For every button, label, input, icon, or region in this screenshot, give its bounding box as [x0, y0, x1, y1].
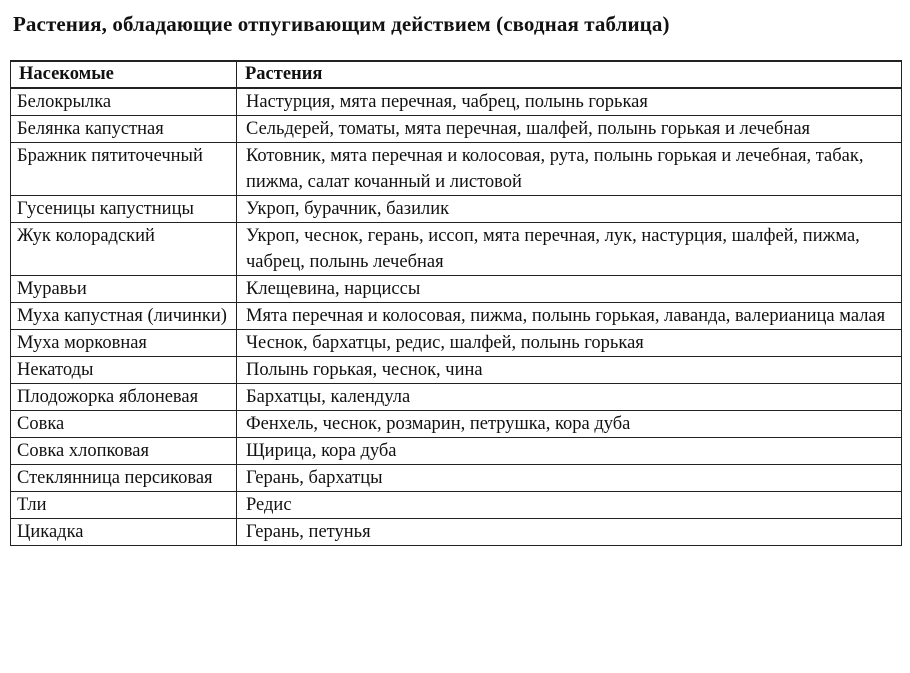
table-row [11, 143, 902, 196]
plants-cell: Настурция, мята перечная, чабрец, полынь горькая [237, 88, 902, 116]
plants-cell: Герань, петунья [237, 519, 902, 546]
insect-cell: Совка хлопковая [11, 438, 237, 465]
plants-cell: Котовник, мята перечная и колосовая, рута, полынь горькая и лечебная, табак, пижма, салат кочанный и листовой [237, 143, 902, 196]
repellent-plants-table [10, 60, 902, 546]
table-row [11, 384, 902, 411]
header-insects: Насекомые [11, 61, 237, 88]
insect-cell: Гусеницы капустницы [11, 196, 237, 223]
table-row [11, 465, 902, 492]
insect-cell: Жук колорадский [11, 223, 237, 276]
insect-cell: Стеклянница персиковая [11, 465, 237, 492]
insect-cell: Бражник пятиточечный [11, 143, 237, 196]
plants-cell: Фенхель, чеснок, розмарин, петрушка, кора дуба [237, 411, 902, 438]
table-row [11, 303, 902, 330]
table-row [11, 276, 902, 303]
plants-cell: Укроп, бурачник, базилик [237, 196, 902, 223]
plants-cell: Герань, бархатцы [237, 465, 902, 492]
plants-cell: Редис [237, 492, 902, 519]
table-row [11, 519, 902, 546]
table-row [11, 411, 902, 438]
insect-cell: Муха капустная (личинки) [11, 303, 237, 330]
page-title: Растения, обладающие отпугивающим действием (сводная таблица) [13, 12, 670, 36]
insect-cell: Белянка капустная [11, 116, 237, 143]
table-row [11, 357, 902, 384]
table-row [11, 116, 902, 143]
insect-cell: Цикадка [11, 519, 237, 546]
table-row [11, 438, 902, 465]
insect-cell: Тли [11, 492, 237, 519]
plants-cell: Укроп, чеснок, герань, иссоп, мята перечная, лук, настурция, шалфей, пижма, чабрец, полынь лечебная [237, 223, 902, 276]
plants-cell: Мята перечная и колосовая, пижма, полынь горькая, лаванда, валерианица малая [237, 303, 902, 330]
insect-cell: Плодожорка яблоневая [11, 384, 237, 411]
table-row [11, 88, 902, 116]
plants-cell: Чеснок, бархатцы, редис, шалфей, полынь горькая [237, 330, 902, 357]
insect-cell: Совка [11, 411, 237, 438]
plants-cell: Щирица, кора дуба [237, 438, 902, 465]
table-row [11, 492, 902, 519]
table-row [11, 196, 902, 223]
insect-cell: Белокрылка [11, 88, 237, 116]
plants-cell: Полынь горькая, чеснок, чина [237, 357, 902, 384]
insect-cell: Муха морковная [11, 330, 237, 357]
plants-cell: Клещевина, нарциссы [237, 276, 902, 303]
insect-cell: Муравьи [11, 276, 237, 303]
table-header-row [11, 61, 902, 88]
plants-cell: Сельдерей, томаты, мята перечная, шалфей, полынь горькая и лечебная [237, 116, 902, 143]
header-plants: Растения [237, 61, 902, 88]
insect-cell: Некатоды [11, 357, 237, 384]
plants-cell: Бархатцы, календула [237, 384, 902, 411]
table-row [11, 330, 902, 357]
table-row [11, 223, 902, 276]
